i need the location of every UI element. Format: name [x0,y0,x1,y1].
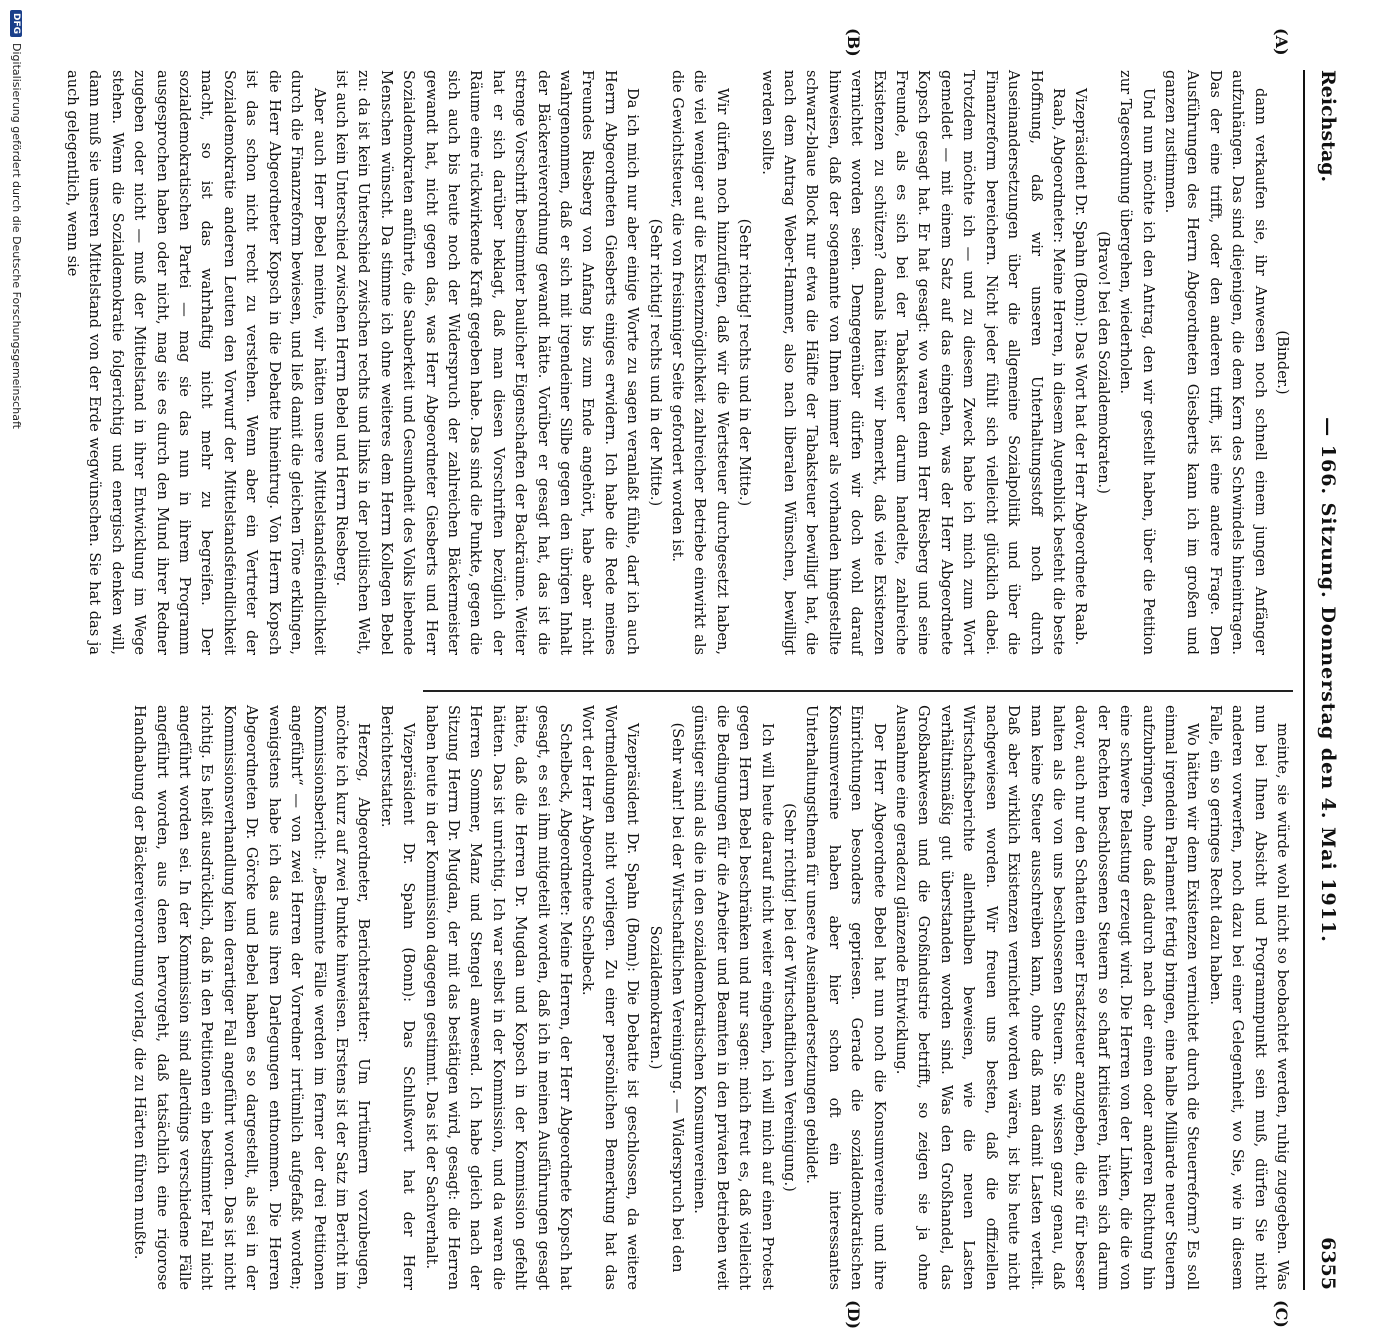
paragraph: Vizepräsident Dr. Spahn (Bonn): Die Debatte ist geschlossen, da weitere Wortmeldungen nicht vorliegen. Zu einer persönlichen Bemerkung hat das Wort der Herr Abgeordnete Schelbeck. [579,705,642,1290]
margin-mark-d: (D) [844,1300,863,1329]
column-divider [423,690,1293,692]
paragraph: Vizepräsident Dr. Spahn (Bonn): Das Schlußwort hat der Herr Berichterstatter. [377,705,418,1290]
paragraph: dann verkaufen sie, ihr Anwesen noch schnell einem jungen Anfänger aufzuhängen. Das sind diejenigen, die dem Kern des Schwindels hineintragen. Das der eine trifft, oder den anderen trifft, ist eine andere Frage. Den Ausführungen des Herrn Abgeordneten Giesberts kann ich im großen und ganzen zustimmen. [1161,70,1269,655]
right-column [131,705,1293,1290]
page-header [1303,70,1353,1290]
paragraph: (Binder.) [1274,330,1291,395]
paragraph: Raab, Abgeordneter: Meine Herren, in diesem Augenblick besteht die beste Hoffnung, daß wir unseren Unterhaltungsstoff noch durch Auseinandersetzungen über die allgemeine Sozialpolitik und über die Finanzreform bereichern. Nicht jeder fühlt sich vielleicht glücklich dabei. Trotzdem möchte ich — und zu diesem Zweck habe ich mich zum Wort gemeldet — mit einem Satz auf das eingehen, was der Herr Abgeordnete Kopsch gesagt hat. Er hat gesagt: wo waren denn Herr Riesberg und seine Freunde, als es sich bei der Tabaksteuer darum handelte, zahlreiche Existenzen zu schützen? damals hätten wir bemerkt, daß viele Existenzen vernichtet worden seien. Demgegenüber dürfen wir doch wohl darauf hinweisen, daß der sogenannte von Ihnen immer als vorhanden hingestellte schwarz-blaue Block nur etwa die Hälfte der Tabaksteuer bewilligt hat, die nach dem Antrag Weber-Hammer, also nach liberalen Wünschen, bewilligt werden sollte. [758,70,1067,655]
paragraph: Der Herr Abgeordnete Bebel hat nun noch die Konsumvereine und ihre Einrichtungen besonders gepriesen. Gerade die sozialdemokratischen Konsumvereine haben aber hier schon oft ein interessantes Unterhaltungsthema für unsere Auseinandersetzungen gebildet. [803,705,888,1290]
footer-text: Digitalisierung gefördert durch die Deutsche Forschungsgemeinschaft [10,43,23,429]
paragraph: Vizepräsident Dr. Spahn (Bonn): Das Wort hat der Herr Abgeordnete Raab. [1072,88,1090,646]
paragraph: Wir dürfen noch hinzufügen, daß wir die Wertsteuer durchgesetzt haben, die viel weniger auf die Existenzmöglichkeit zahlreicher Betriebe einwirkt als die Gewichtsteuer, die von freisinniger Seite gefordert worden ist. [669,70,731,655]
paragraph: Und nun möchte ich den Antrag, den wir gestellt haben, über die Petition zur Tagesordnung übergehen, wiederholen. [1117,70,1157,655]
paragraph: (Sehr wahr! bei der Wirtschaftlichen Vereinigung. — Widerspruch bei den Sozialdemokraten.) [646,722,687,1273]
dfg-logo: DFG [11,10,23,37]
header-center: — 166. Sitzung. Donnerstag den 4. Mai 1911. [1317,417,1339,943]
paragraph: (Bravo! bei den Sozialdemokraten.) [1094,231,1112,494]
header-left: Reichstag. [1317,70,1339,183]
paragraph: Aber auch Herr Bebel meinte, wir hätten unsere Mittelstandsfeindlichkeit durch die Finanzreform bewiesen, und ließ damit die gleichen Töne erklingen, die Herr Abgeordneter Kopsch in die Debatte hineintrug. Von Herrn Kopsch ist das schon nicht recht zu verstehen. Wenn aber ein Vertreter der Sozialdemokratie anderen Leuten den Vorwurf der Mittelstandsfeindlichkeit macht, so ist das wahrhaftig nicht mehr zu begreifen. Der sozialdemokratischen Partei — mag sie das nun in ihrem Programm ausgesprochen haben oder nicht, mag sie es durch den Mund ihrer Redner zugeben oder nicht — muß der Mittelstand in ihrer Entwicklung im Wege stehen. Wenn die Sozialdemokratie folgerichtig und energisch denken will, dann muß sie unseren Mittelstand von der Erde wegwünschen. Sie hat das ja auch gelegentlich, wenn sie [64,70,328,655]
paragraph: Da ich mich nur aber einige Worte zu sagen veranlaßt fühle, darf ich auch Herrn Abgeordneten Giesberts einiges erwidern. Ich habe die Rede meines Freundes Riesberg von Anfang bis zum Ende angehört, habe aber nicht wahrgenommen, daß er sich mit irgendeiner Silbe gegen den übrigen Inhalt der Bäckereiverordnung gewandt hätte. Vorüber er gesagt hat, das ist die strenge Vorschrift bestimmter baulicher Eigenschaften der Backräume. Weiter hat er sich darüber beklagt, daß man diesen Vorschriften bezüglich der Räume eine rückwirkende Kraft gegeben habe. Das sind die Punkte, gegen die sich auch bis heute noch der Widerspruch der zahlreichen Bäckermeister gewandt hat, nicht gegen das, was Herr Abgeordneter Giesberts und Herr Sozialdemokraten anführte, die Sauberkeit und Gesundheit des Volks liebende Menschen wünscht. Da stimme ich ohne weiteres dem Herrn Kollegen Bebel zu: da ist kein Unterschied zwischen rechts und links in der politischen Welt, ist auch kein Unterschied zwischen Herrn Bebel und Herrn Riesberg. [332,70,642,655]
margin-mark-b: (B) [844,28,863,57]
paragraph: (Sehr richtig! bei der Wirtschaftlichen Vereinigung.) [781,803,799,1192]
paragraph: Ich will heute darauf nicht weiter eingehen, ich will mich auf einen Protest gegen Herrn Bebel beschränken und nur sagen: mich freut es, daß vielleicht die Bedingungen für die Arbeiter und Beamten in den privaten Betrieben weit günstiger sind als die in den sozialdemokratischen Konsumvereinen. [691,705,776,1290]
page-footer [10,10,23,990]
paragraph: (Sehr richtig! rechts und in der Mitte.) [646,218,664,507]
page-number: 6355 [1317,1237,1339,1290]
paragraph: Herzog, Abgeordneter, Berichterstatter: Um Irrtümern vorzubeugen, möchte ich kurz auf zwei Punkte hinweisen. Erstens ist der Satz im Bericht im Kommissionsbericht: „Bestimmte Fälle werden im ferner der drei Petitionen angeführt“ — von zwei Herren der Vorredner irrtümlich aufgefaßt worden; wenigstens habe ich das aus ihren Darlegungen entnommen. Die Herren Abgeordneten Dr. Görcke und Bebel haben es so dargestellt, als sei in der Kommissionsverhandlung kein derartiger Fall angeführt worden. Das ist nicht richtig. Es heißt ausdrücklich, daß in den Petitionen ein bestimmter Fall nicht angeführt worden sei. In der Kommission sind allerdings verschiedene Fälle angeführt worden, aus denen hervorgeht, daß tatsächlich eine rigorose Handhabung der Bäckereiverordnung vorlag, die zu Härten führen mußte. [131,705,373,1290]
paragraph: meinte, sie würde wohl nicht so beobachtet werden, ruhig zugegeben. Was nun bei Ihnen Absicht und Programmpunkt sein muß, dürfen Sie nicht anderen vorwerfen, noch dazu bei einer Gelegenheit, wo Sie, wie in diesem Falle, ein so geringes Recht dazu haben. [1206,705,1291,1290]
header-rule [1303,70,1305,1290]
paragraph: (Sehr richtig! rechts und in der Mitte.) [736,218,754,507]
left-column [64,70,1293,655]
margin-mark-c: (C) [1272,1300,1291,1328]
paragraph: Wo hätten wir denn Existenzen vernichtet durch die Steuerreform? Es soll einmal irgendein Parlament fertig bringen, eine halbe Milliarde neuer Steuern aufzubringen, ohne daß dadurch nach der einen oder anderen Richtung hin eine schwere Belastung erzeugt wird. Die Herren von der Linken, die die von der Rechten beschlossenen Steuern so scharf kritisieren, hüten sich darum davor, auch nur den Schatten einer Ersatzsteuer anzugeben, die sie für besser halten als die von uns beschlossenen Steuern. Sie wissen ganz genau, daß man keine Steuer ausschreiben kann, ohne daß man damit Lasten verteilt. Daß aber wirklich Existenzen vernichtet worden wären, ist bis heute nicht nachgewiesen worden. Wir freuen uns besten, daß die offiziellen Wirtschaftsberichte allenthalben beweisen, wie die neuen Lasten verhältnismäßig gut überstanden worden sind. Was den Großhandel, das Großbankwesen und die Großindustrie betrifft, so zeigen sie ja ohne Ausnahme eine geradezu glänzende Entwicklung. [893,705,1202,1290]
paragraph: Schelbeck, Abgeordneter: Meine Herren, der Herr Abgeordnete Kopsch hat gesagt, es sei ihm mitgeteilt worden, daß ich in meinen Ausführungen gesagt hätte, daß die Herren Dr. Mugdan und Kopsch in der Kommission gefehlt hätten. Das ist unrichtig. Ich war selbst in der Kommission, und da waren die Herren Sommer, Manz und Stengel anwesend. Ich habe gleich nach der Sitzung Herrn Dr. Mugdan, der mit das bestätigen wird, gesagt: die Herren haben heute in der Kommission dagegen gestimmt. Das ist der Sachverhalt. [422,705,574,1290]
margin-mark-a: (A) [1272,28,1291,56]
